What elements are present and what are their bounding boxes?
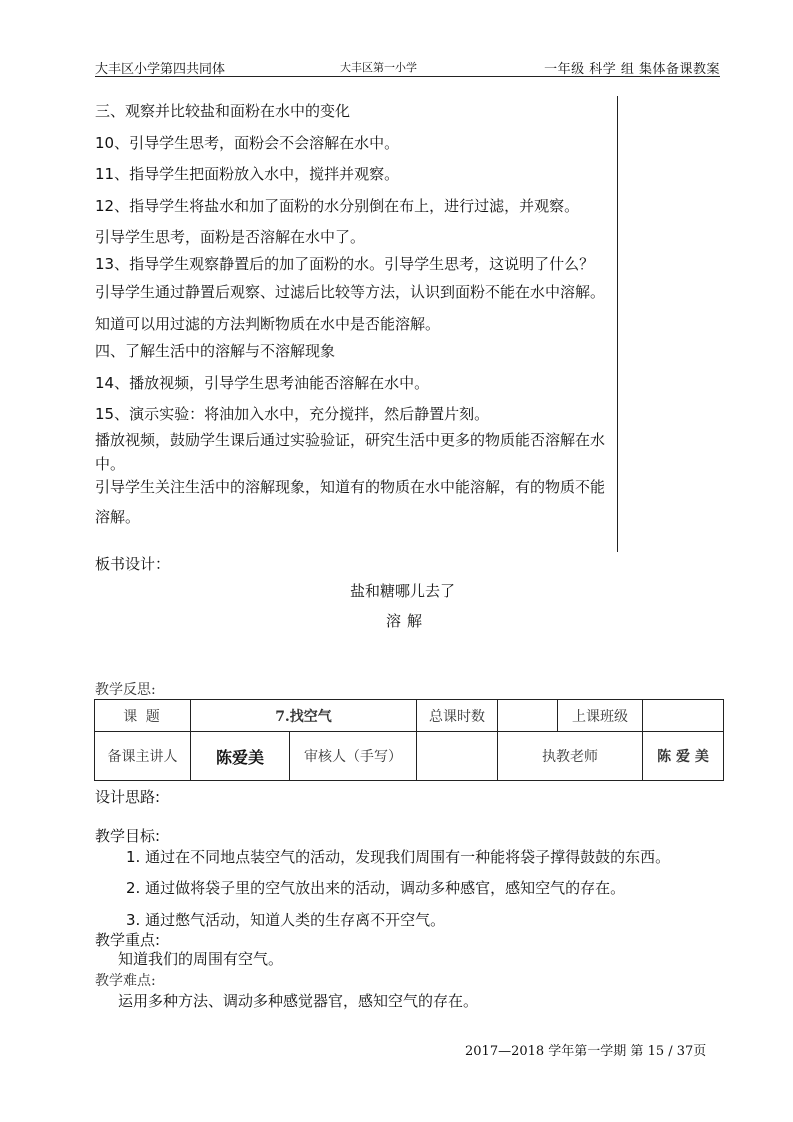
total-lessons-label: 总课时数 — [417, 700, 498, 732]
goal-item-1: 1. 通过在不同地点装空气的活动，发现我们周围有一种能将袋子撑得鼓鼓的东西。 — [126, 848, 671, 866]
goals-label: 教学目标: — [95, 827, 161, 845]
column-divider — [617, 96, 618, 552]
step-11: 11、指导学生把面粉放入水中，搅拌并观察。 — [95, 165, 400, 183]
page-footer: 2017—2018 学年第一学期 第 15 / 37页 — [465, 1044, 707, 1059]
step-13: 13、指导学生观察静置后的加了面粉的水。引导学生思考，这说明了什么？ — [95, 255, 595, 273]
key-point-label: 教学重点: — [95, 931, 161, 949]
reflection-label: 教学反思: — [95, 682, 156, 698]
board-design-label: 板书设计： — [95, 555, 171, 573]
step-13-note: 引导学生通过静置后观察、过滤后比较等方法，认识到面粉不能在水中溶解。知道可以用过滤的方法判断物质在水中是否能溶解。 — [95, 283, 606, 333]
lead-label: 备课主讲人 — [95, 732, 191, 781]
class-label: 上课班级 — [558, 700, 643, 732]
header-school-group: 大丰区小学第四共同体 — [95, 62, 226, 77]
step-12-note: 引导学生思考，面粉是否溶解在水中了。 — [95, 228, 366, 246]
header-subject: 一年级 科学 组 集体备课教案 — [544, 62, 720, 77]
section-heading-4: 四、了解生活中的溶解与不溶解现象 — [95, 342, 336, 360]
teacher-label: 执教老师 — [498, 732, 643, 781]
step-12: 12、指导学生将盐水和加了面粉的水分别倒在布上，进行过滤，并观察。 — [95, 197, 580, 215]
reviewer-label: 审核人（手写） — [304, 749, 402, 765]
summary-paragraph: 引导学生关注生活中的溶解现象，知道有的物质在水中能溶解，有的物质不能溶解。 — [95, 478, 606, 526]
reviewer-value — [417, 732, 498, 781]
page-header — [95, 56, 720, 78]
header-divider — [95, 76, 720, 77]
total-lessons-value — [498, 700, 558, 732]
header-school: 大丰区第一小学 — [340, 61, 417, 74]
teacher-value: 陈 爱 美 — [643, 732, 724, 781]
topic-label: 课 题 — [95, 700, 191, 732]
lead-value: 陈爱美 — [191, 732, 290, 780]
board-subtitle: 溶解 — [386, 612, 429, 630]
lead-review-cell — [191, 732, 417, 781]
class-value — [643, 700, 724, 732]
difficulty-text: 运用多种方法、调动多种感觉器官，感知空气的存在。 — [118, 992, 479, 1010]
topic-value: 7.找空气 — [191, 700, 417, 732]
step-10: 10、引导学生思考，面粉会不会溶解在水中。 — [95, 134, 400, 152]
lesson-info-table — [94, 699, 724, 781]
section-heading-3: 三、观察并比较盐和面粉在水中的变化 — [95, 102, 351, 120]
goal-item-2: 2. 通过做将袋子里的空气放出来的活动，调动多种感官，感知空气的存在。 — [126, 879, 626, 897]
step-14: 14、播放视频，引导学生思考油能否溶解在水中。 — [95, 374, 430, 392]
step-15: 15、演示实验：将油加入水中，充分搅拌，然后静置片刻。 — [95, 405, 490, 423]
goal-item-3: 3. 通过憋气活动，知道人类的生存离不开空气。 — [126, 911, 446, 929]
video-paragraph: 播放视频，鼓励学生课后通过实验验证，研究生活中更多的物质能否溶解在水中。 — [95, 431, 606, 473]
key-point-text: 知道我们的周围有空气。 — [118, 950, 284, 968]
difficulty-label: 教学难点: — [95, 973, 156, 989]
design-label: 设计思路: — [95, 788, 161, 806]
board-title: 盐和糖哪儿去了 — [350, 582, 456, 600]
